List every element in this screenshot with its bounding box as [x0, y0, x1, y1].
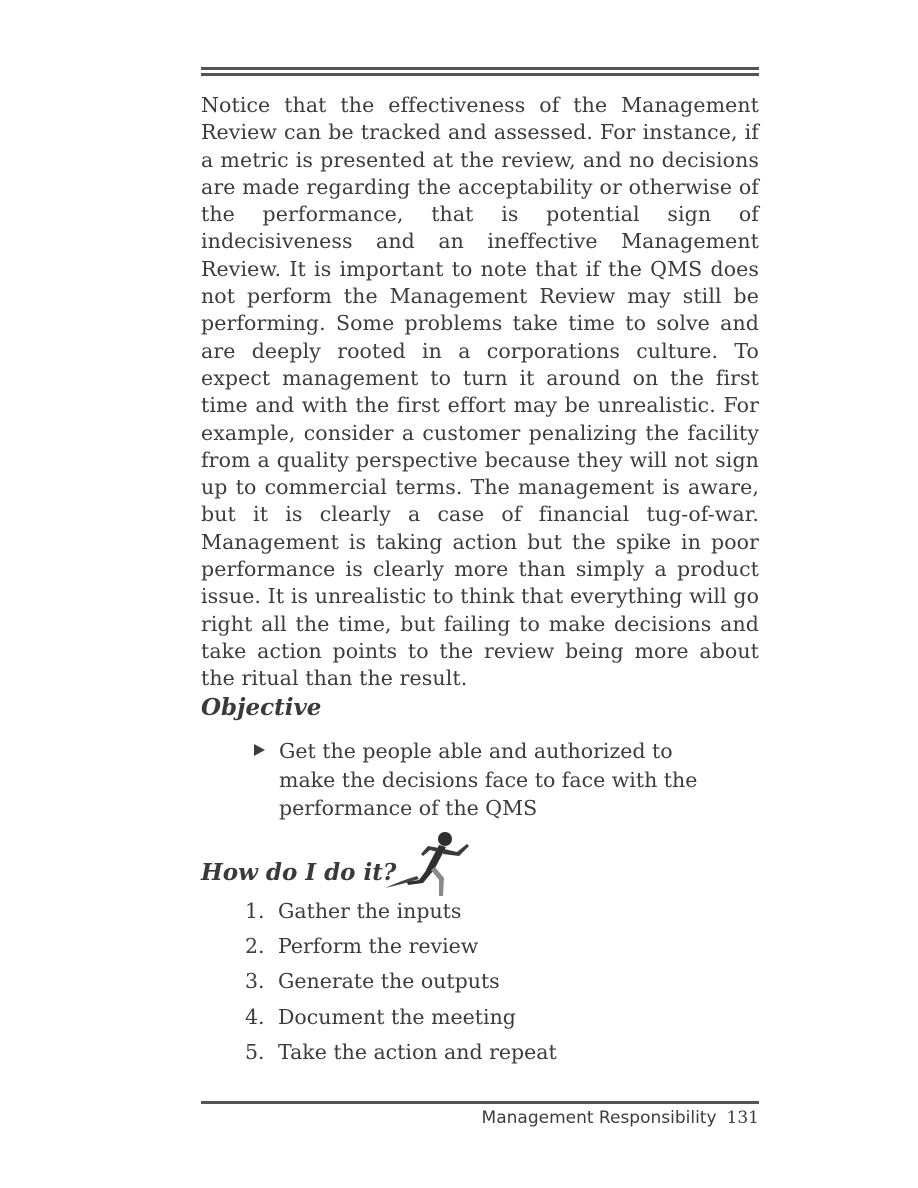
- list-item: [245, 1037, 557, 1072]
- objective-bullet-text: Get the people able and authorized to make the decisions face to face with the performance of the QMS: [279, 739, 698, 820]
- objective-heading: Objective: [201, 694, 322, 721]
- bottom-rule: [201, 1101, 759, 1104]
- page-footer: [201, 1108, 759, 1128]
- footer-section-title: Management Responsibility: [481, 1108, 717, 1128]
- step-text: Generate the outputs: [278, 969, 500, 994]
- step-text: Document the meeting: [278, 1004, 516, 1029]
- step-text: Take the action and repeat: [278, 1039, 557, 1064]
- how-to-heading: How do I do it?: [201, 859, 397, 886]
- step-number: 2.: [245, 934, 265, 959]
- top-double-rule: [201, 67, 759, 77]
- page-number: 131: [726, 1108, 759, 1128]
- list-item: [245, 966, 557, 1001]
- triangle-bullet-icon: [254, 744, 265, 756]
- step-number: 1.: [245, 899, 265, 923]
- step-text: Perform the review: [278, 934, 479, 959]
- step-number: 3.: [245, 969, 265, 994]
- step-text: Gather the inputs: [278, 899, 462, 923]
- list-item: [245, 1002, 557, 1037]
- running-person-icon: [383, 830, 473, 900]
- list-item: [245, 896, 557, 931]
- step-number: 4.: [245, 1004, 265, 1029]
- step-number: 5.: [245, 1039, 265, 1064]
- list-item: [245, 931, 557, 966]
- objective-bullet: [254, 737, 724, 823]
- steps-list: [245, 896, 557, 1072]
- body-paragraph: Notice that the effectiveness of the Management Review can be tracked and assessed. For instance, if a metric is presented at the review, and no decisions are made regarding the acceptability or otherwise of the performance, that is potential sign of indecisiveness and an ineffective Management Review. It is important to note that if the QMS does not perform the Management Review may still be performing. Some problems take time to solve and are deeply rooted in a corporations culture. To expect management to turn it around on the first time and with the first effort may be unrealistic. For example, consider a customer penalizing the facility from a quality perspective because they will not sign up to commercial terms. The management is aware, but it is clearly a case of financial tug-of-war. Management is taking action but the spike in poor performance is clearly more than simply a product issue. It is unrealistic to think that everything will go right all the time, but failing to make decisions and take action points to the review being more about the ritual than the result.: [201, 93, 760, 691]
